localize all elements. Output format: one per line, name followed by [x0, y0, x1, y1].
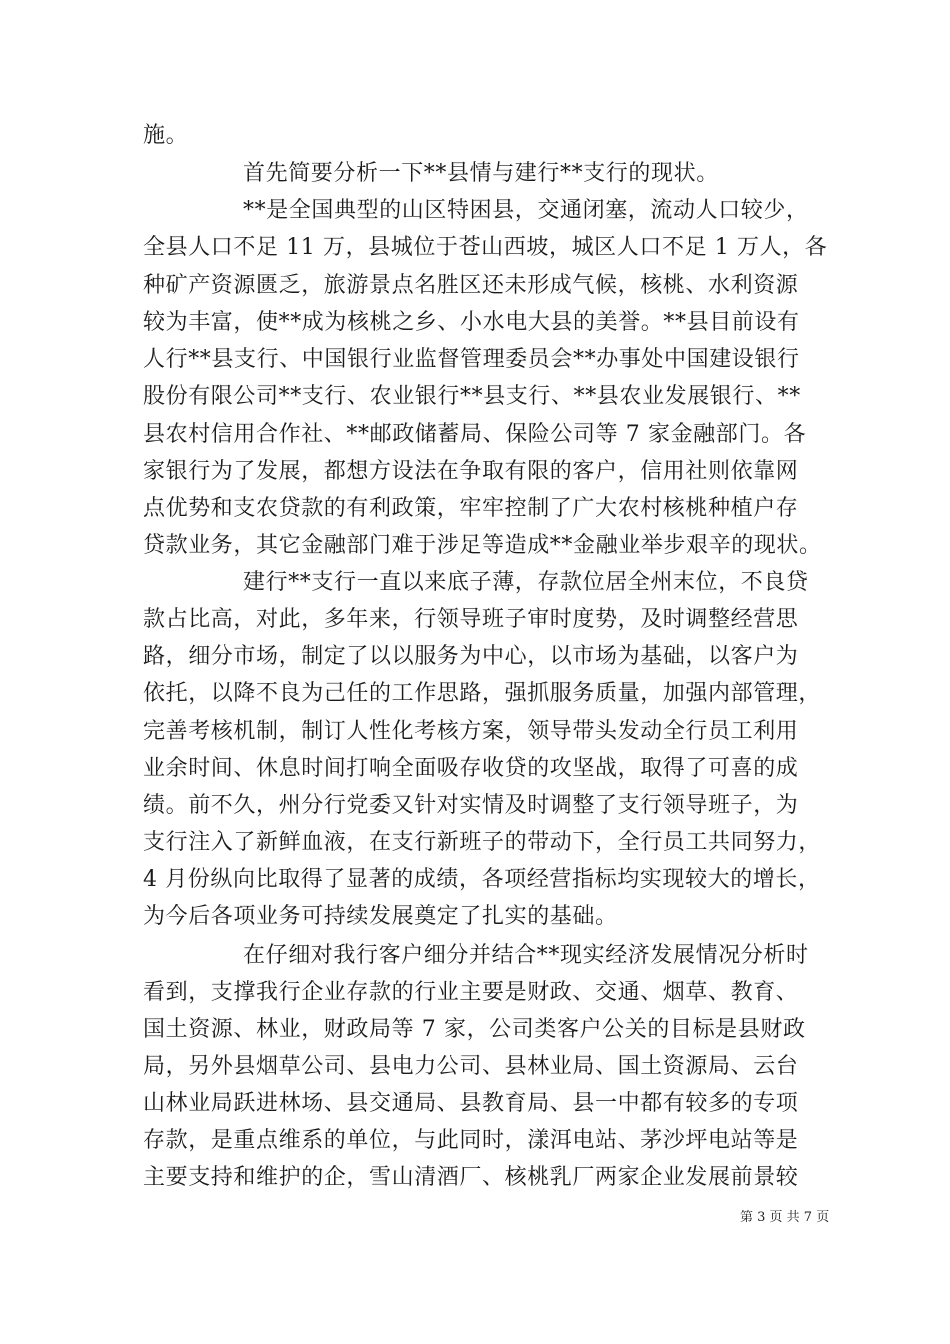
text-line: 全县人口不足 11 万，县城位于苍山西坡，城区人口不足 1 万人，各 — [143, 235, 828, 260]
text-line: 看到，支撑我行企业存款的行业主要是财政、交通、烟草、教育、 — [143, 980, 799, 1005]
text-line: 局，另外县烟草公司、县电力公司、县林业局、国土资源局、云台 — [143, 1054, 799, 1079]
page-number: 第 3 页 共 7 页 — [740, 1210, 830, 1225]
text-line: 较为丰富，使**成为核桃之乡、小水电大县的美誉。**县目前设有 — [143, 310, 800, 335]
text-line: 款占比高，对此，多年来，行领导班子审时度势，及时调整经营思 — [143, 607, 799, 632]
text-line: 存款，是重点维系的单位，与此同时，漾洱电站、茅沙坪电站等是 — [143, 1128, 799, 1153]
text-line: 县农村信用合作社、**邮政储蓄局、保险公司等 7 家金融部门。各 — [143, 422, 807, 447]
text-line: 支行注入了新鲜血液，在支行新班子的带动下，全行员工共同努力， — [143, 830, 822, 855]
text-line: 山林业局跃进林场、县交通局、县教育局、县一中都有较多的专项 — [143, 1091, 799, 1116]
text-line: 绩。前不久，州分行党委又针对实情及时调整了支行领导班子，为 — [143, 793, 799, 818]
text-line: 家银行为了发展，都想方设法在争取有限的客户，信用社则依靠网 — [143, 459, 799, 484]
text-line: 建行**支行一直以来底子薄，存款位居全州末位，不良贷 — [243, 570, 809, 595]
text-line: 点优势和支农贷款的有利政策，牢牢控制了广大农村核桃种植户存 — [143, 496, 799, 521]
text-line: **是全国典型的山区特困县，交通闭塞，流动人口较少， — [243, 198, 809, 223]
text-line: 人行**县支行、中国银行业监督管理委员会**办事处中国建设银行 — [143, 347, 800, 372]
text-line: 为今后各项业务可持续发展奠定了扎实的基础。 — [143, 904, 618, 929]
text-line: 在仔细对我行客户细分并结合**现实经济发展情况分析时 — [243, 943, 809, 968]
text-line: 首先简要分析一下**县情与建行**支行的现状。 — [243, 161, 719, 186]
text-line: 国土资源、林业，财政局等 7 家，公司类客户公关的目标是县财政 — [143, 1017, 806, 1042]
text-line: 股份有限公司**支行、农业银行**县支行、**县农业发展银行、** — [143, 384, 801, 409]
text-line: 路，细分市场，制定了以以服务为中心，以市场为基础，以客户为 — [143, 644, 799, 669]
text-line: 完善考核机制，制订人性化考核方案，领导带头发动全行员工利用 — [143, 719, 799, 744]
text-line: 施。 — [143, 123, 189, 148]
text-line: 种矿产资源匮乏，旅游景点名胜区还未形成气候，核桃、水利资源 — [143, 273, 799, 298]
text-line: 4 月份纵向比取得了显著的成绩，各项经营指标均实现较大的增长， — [143, 867, 821, 892]
text-line: 贷款业务，其它金融部门难于涉足等造成**金融业举步艰辛的现状。 — [143, 533, 822, 558]
text-line: 依托，以降不良为己任的工作思路，强抓服务质量，加强内部管理， — [143, 681, 822, 706]
text-line: 业余时间、休息时间打响全面吸存收贷的攻坚战，取得了可喜的成 — [143, 756, 799, 781]
text-line: 主要支持和维护的企，雪山清酒厂、核桃乳厂两家企业发展前景较 — [143, 1165, 799, 1190]
